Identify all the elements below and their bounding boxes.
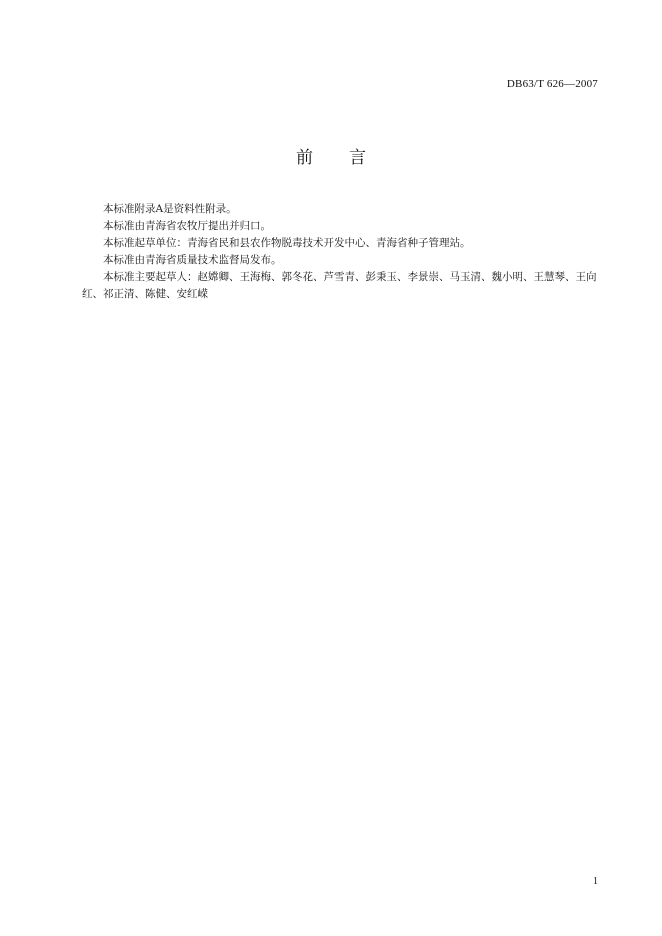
standard-code: DB63/T 626—2007	[506, 78, 598, 90]
paragraph-appendix-note: 本标准附录A是资料性附录。	[103, 203, 237, 215]
paragraph-drafters: 本标准主要起草人：赵嫦卿、王海梅、郭冬花、芦雪青、彭秉玉、李景崇、马玉清、魏小明、王慧琴、王向红、祁正清、陈健、安红嵘	[82, 271, 597, 300]
paragraph-drafting-units: 本标准起草单位：青海省民和县农作物脱毒技术开发中心、青海省种子管理站。	[103, 237, 471, 249]
foreword-body	[82, 201, 598, 303]
paragraph-publisher: 本标准由青海省质量技术监督局发布。	[103, 254, 282, 266]
page-number: 1	[593, 876, 598, 887]
page-title: 前言	[296, 148, 402, 168]
paragraph-proposer: 本标准由青海省农牧厅提出并归口。	[103, 220, 271, 232]
